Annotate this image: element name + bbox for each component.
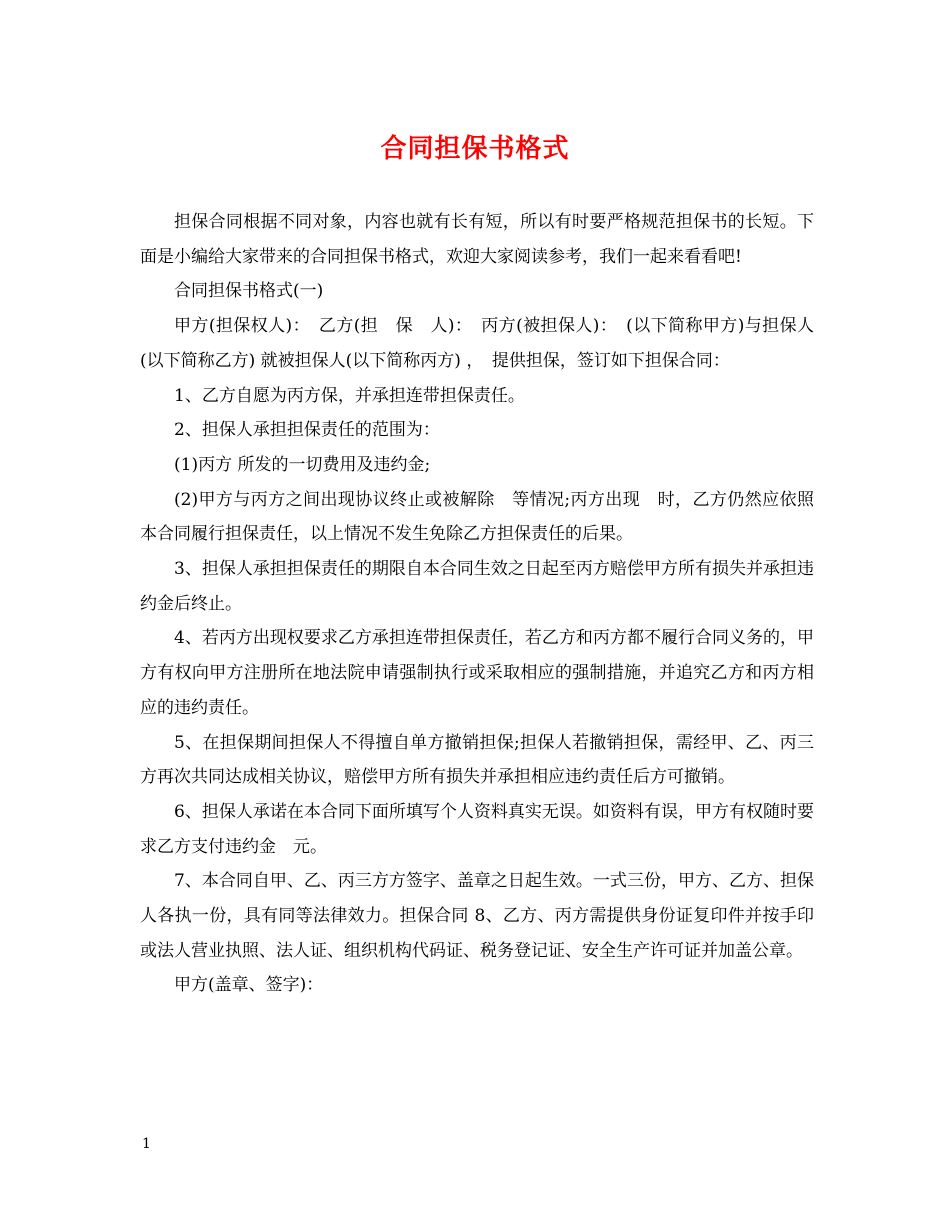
signature-line-party-a: 甲方(盖章、签字)： bbox=[174, 975, 324, 996]
clause-2-item-1: (1)丙方 所发的一切费用及违约金; bbox=[174, 454, 431, 475]
clause-5: 5、在担保期间担保人不得擅自单方撤销担保;担保人若撤销担保，需经甲、乙、丙三方再次共同达成相关协议，赔偿甲方所有损失并承担相应违约责任后方可撤销。 bbox=[140, 732, 814, 788]
clause-2-item-2: (2)甲方与丙方之间出现协议终止或被解除 等情况;丙方出现 时，乙方仍然应依照本合同履行担保责任，以上情况不发生免除乙方担保责任的后果。 bbox=[140, 489, 814, 545]
page-number: 1 bbox=[142, 1136, 151, 1152]
section-heading: 合同担保书格式(一) bbox=[174, 281, 324, 302]
clause-2: 2、担保人承担担保责任的范围为： bbox=[174, 420, 440, 441]
clause-6: 6、担保人承诺在本合同下面所填写个人资料真实无误。如资料有误，甲方有权随时要求乙方支付违约金 元。 bbox=[140, 801, 814, 857]
clause-4: 4、若丙方出现权要求乙方承担连带担保责任，若乙方和丙方都不履行合同义务的，甲方有权向甲方注册所在地法院申请强制执行或采取相应的强制措施，并追究乙方和丙方相应的违约责任。 bbox=[140, 628, 814, 718]
document-body bbox=[140, 205, 814, 1003]
document-title: 合同担保书格式 bbox=[380, 134, 570, 164]
parties-paragraph: 甲方(担保权人)： 乙方(担 保 人)： 丙方(被担保人)： (以下简称甲方)与担保人(以下简称乙方) 就被担保人(以下简称丙方) ， 提供担保，签订如下担保合同： bbox=[140, 316, 814, 371]
clause-1: 1、乙方自愿为丙方保，并承担连带担保责任。 bbox=[174, 385, 525, 406]
intro-paragraph: 担保合同根据不同对象，内容也就有长有短，所以有时要严格规范担保书的长短。下面是小编给大家带来的合同担保书格式，欢迎大家阅读参考，我们一起来看看吧! bbox=[140, 212, 814, 267]
clause-3: 3、担保人承担担保责任的期限自本合同生效之日起至丙方赔偿甲方所有损失并承担违约金后终止。 bbox=[140, 559, 814, 614]
clause-7: 7、本合同自甲、乙、丙三方方签字、盖章之日起生效。一式三份，甲方、乙方、担保人各执一份，具有同等法律效力。担保合同 8、乙方、丙方需提供身份证复印件并按手印或法人营业执照、法人证、组织机构代码证、税务登记证、安全生产许可证并加盖公章。 bbox=[140, 871, 814, 961]
